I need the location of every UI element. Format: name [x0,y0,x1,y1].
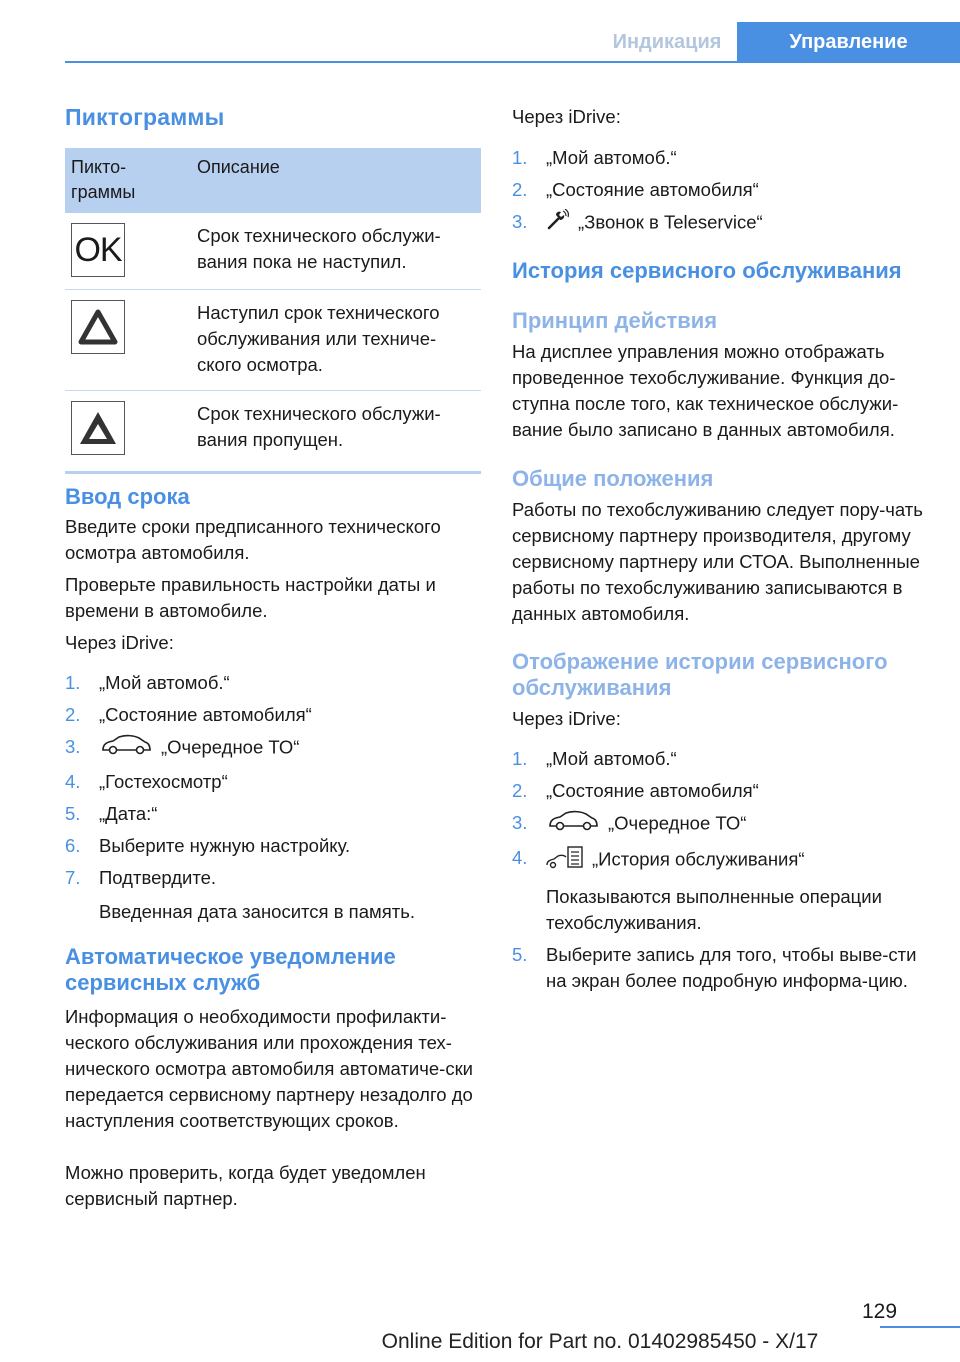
step-number: 1. [512,748,528,769]
steps-list-teleservice [512,145,932,244]
footer-edition [0,1330,960,1354]
section-title-auto-notification: Автоматическое уведомление сервисных служб [65,944,396,995]
step-text: Подтвердите. [99,867,217,888]
step-text: „Очередное ТО“ [161,736,300,758]
paragraph: Введите сроки предписанного технического осмотра автомобиля. [65,516,441,563]
step-text: „Звонок в Teleservice“ [578,211,763,233]
list-item [65,833,481,859]
step-number: 2. [65,704,81,725]
step-number: 1. [512,147,528,168]
step-number: 3. [512,211,528,232]
table-row [65,213,481,290]
header-divider [65,61,960,63]
footer-edition-text: Online Edition for Part no. 01402985450 - X/17 [381,1330,819,1353]
pictogram-table [65,148,481,474]
list-item [65,865,481,925]
step-number: 4. [65,771,81,792]
step-text: „Состояние автомобиля“ [546,780,759,801]
list-item [512,145,932,171]
list-item [512,942,932,994]
list-item [512,177,932,203]
paragraph: На дисплее управления можно отображать проведенное техобслуживание. Функция до-ступна после того, как техническое обслужи-вание было записано в данных автомобиля. [512,341,899,440]
table-row [65,391,481,473]
table-cell-description: Срок технического обслужи-вания пропущен. [189,391,481,473]
list-item [512,810,932,839]
step-number: 3. [65,736,81,757]
ok-icon-text: OK [74,231,122,269]
section-title-pictograms: Пиктограммы [65,104,225,130]
step-number: 3. [512,812,528,833]
step-number: 2. [512,780,528,801]
tab-indication[interactable]: Индикация [612,30,722,53]
step-text: „Мой автомоб.“ [99,672,230,693]
page-number: 129 [862,1300,898,1323]
step-number: 1. [65,672,81,693]
table-header-row [65,148,481,213]
list-item [512,845,932,936]
step-text: „Состояние автомобиля“ [546,179,759,200]
car-icon [99,734,153,763]
step-text: „Состояние автомобиля“ [99,704,312,725]
car-icon [546,810,600,839]
warning-triangle-outline-icon [71,300,125,354]
warning-triangle-filled-icon [71,401,125,455]
paragraph: Проверьте правильность настройки даты и времени в автомобиле. [65,574,436,621]
list-item [512,209,932,238]
step-text: „История обслуживания“ [592,848,805,870]
list-item [65,734,481,763]
list-item [65,670,481,696]
list-item [65,769,481,795]
section-title-service-history: История сервисного обслуживания [512,258,902,283]
step-number: 5. [512,944,528,965]
tab-control[interactable]: Управление [737,22,960,63]
paragraph: Через iDrive: [512,708,621,729]
wrench-call-icon [546,209,570,238]
step-text: „Мой автомоб.“ [546,748,677,769]
step-note: Показываются выполненные операции техобслуживания. [546,886,882,933]
step-number: 4. [512,847,528,868]
paragraph: Через iDrive: [65,632,174,653]
paragraph: Работы по техобслуживанию следует пору-чать сервисному партнеру производителя, другому сервисному партнеру или СТОА. Выполненные работы по техобслуживанию записываются в данных автомобиля. [512,499,923,624]
step-text: Выберите запись для того, чтобы выве-сти на экран более подробную информа-цию. [546,944,917,991]
table-row [65,290,481,391]
step-note: Введенная дата заносится в память. [99,901,415,922]
step-text: „Гостехосмотр“ [99,771,228,792]
section-title-principle: Принцип действия [512,308,718,333]
step-text: „Дата:“ [99,803,158,824]
step-number: 6. [65,835,81,856]
section-title-general: Общие положения [512,466,714,491]
paragraph: Через iDrive: [512,106,621,127]
step-number: 7. [65,867,81,888]
step-text: Выберите нужную настройку. [99,835,351,856]
list-item [65,702,481,728]
step-number: 2. [512,179,528,200]
list-item [512,778,932,804]
step-number: 5. [65,803,81,824]
paragraph: Информация о необходимости профилакти-ческого обслуживания или прохождения тех-нического осмотра автомобиля автоматиче-ски передается сервисному партнеру незадолго до наступления соответствующих сроков. [65,1006,474,1131]
paragraph: Можно проверить, когда будет уведомлен сервисный партнер. [65,1162,426,1209]
table-cell-description: Наступил срок технического обслуживания или техниче-ского осмотра. [189,290,481,391]
steps-list-enter-date [65,670,481,931]
table-header-pictograms: Пикто- граммы [65,148,189,213]
section-title-display-history: Отображение истории сервисного обслуживания [512,649,888,700]
step-text: „Мой автомоб.“ [546,147,677,168]
step-text: „Очередное ТО“ [608,812,747,834]
list-item [65,801,481,827]
footer-divider [880,1326,960,1328]
car-list-icon [546,845,584,876]
table-cell-description: Срок технического обслужи-вания пока не наступил. [189,213,481,290]
table-header-description: Описание [189,148,481,213]
ok-icon [71,223,125,277]
section-title-enter-date: Ввод срока [65,484,190,509]
steps-list-display-history [512,746,932,1000]
list-item [512,746,932,772]
